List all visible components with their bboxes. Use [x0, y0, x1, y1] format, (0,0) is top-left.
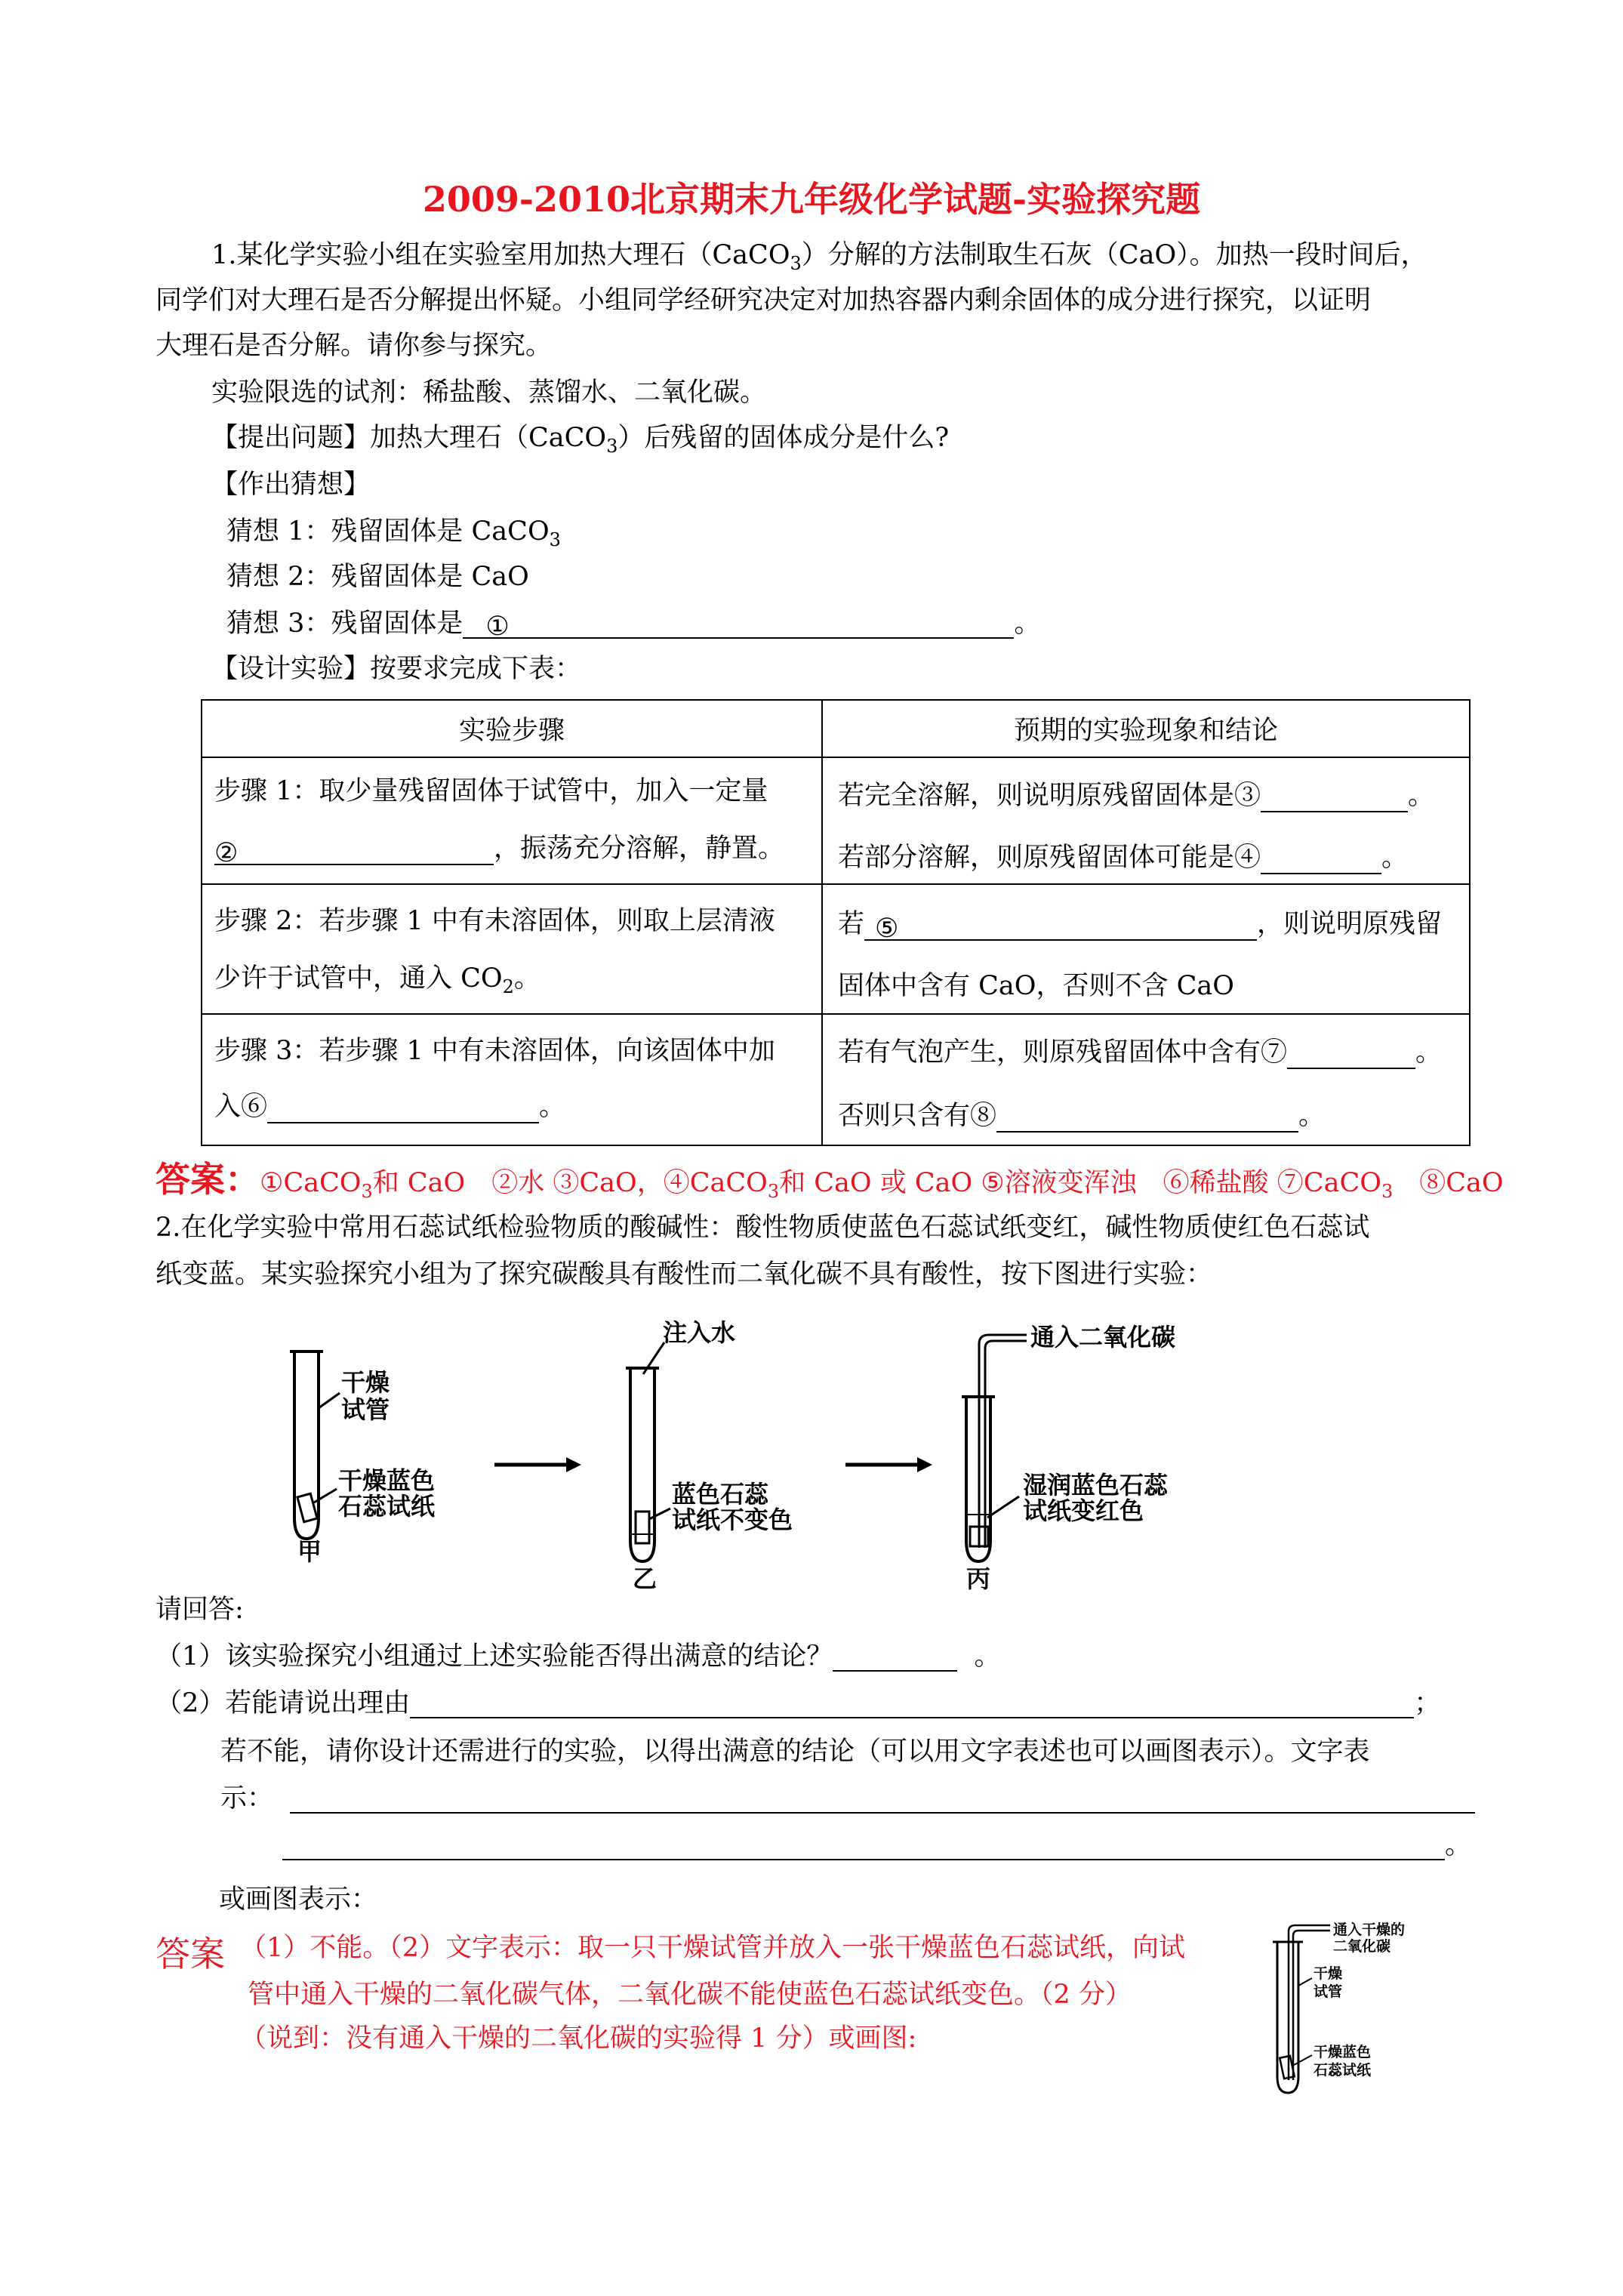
q1-answer-label: 答案：	[156, 1159, 260, 1200]
result3-line1	[838, 1031, 1442, 1069]
fig-c-label-3: 试纸变红色	[1023, 1496, 1144, 1525]
q1-guess3-end: 。	[1014, 609, 1041, 639]
q1-guess1-text: 猜想 1：残留固体是 CaCO	[226, 516, 550, 547]
blank-3[interactable]	[1261, 785, 1408, 812]
fig-b-label-2: 蓝色石蕊	[672, 1480, 769, 1509]
q2-answer-line2: 管中通入干燥的二氧化碳气体，二氧化碳不能使蓝色石蕊试纸变色。（2 分）	[248, 1980, 1132, 2010]
q2-sub2-line4-end: 。	[1445, 1830, 1472, 1860]
blank-q2-2[interactable]	[410, 1691, 1414, 1718]
q1-guess3	[226, 609, 1041, 642]
step3-line2	[214, 1086, 565, 1123]
litmus-paper-b	[636, 1512, 649, 1543]
blank-q2-4[interactable]	[282, 1833, 1445, 1860]
q1-intro-line2: 同学们对大理石是否分解提出怀疑。小组同学经研究决定对加热容器内剩余固体的成分进行探究，以证明	[156, 285, 1372, 316]
fig-c-label-1: 通入二氧化碳	[1030, 1323, 1176, 1351]
result3-line2	[838, 1095, 1325, 1133]
q2-sub1	[156, 1641, 1001, 1672]
step2-line1: 步骤 2：若步骤 1 中有未溶固体，则取上层清液	[214, 906, 775, 936]
blank-5-mark: ⑤	[875, 914, 899, 944]
blank-2[interactable]	[214, 838, 494, 868]
result3-line2-text: 否则只含有⑧	[838, 1101, 997, 1131]
q2-intro-line1: 2.在化学实验中常用石蕊试纸检验物质的酸碱性：酸性物质使蓝色石蕊试纸变红，碱性物质使红色石蕊试	[156, 1213, 1370, 1243]
blank-8[interactable]	[996, 1105, 1298, 1133]
page-title: 2009-2010北京期末九年级化学试题-实验探究题	[422, 179, 1201, 220]
q2-sub1-end: 。	[974, 1641, 1001, 1672]
table-cell-step2	[202, 884, 822, 1014]
table-row	[202, 757, 1470, 884]
q1-answer-d: ⑧CaO	[1393, 1168, 1504, 1198]
q1-answer-c: 和 CaO 或 CaO ⑤溶液变浑浊 ⑥稀盐酸 ⑦CaCO	[779, 1168, 1381, 1198]
step2-line2: 少许于试管中，通入 $CO_2$。	[214, 963, 540, 997]
step1-line1: 步骤 1：取少量残留固体于试管中，加入一定量	[214, 776, 768, 806]
q1-answer	[156, 1161, 1504, 1201]
table-row	[202, 1014, 1470, 1145]
result2-line2: 固体中含有 CaO，否则不含 CaO	[838, 971, 1234, 1001]
q1-question-b: ）后残留的固体成分是什么?	[617, 423, 950, 453]
blank-7[interactable]	[1287, 1042, 1415, 1069]
fig-a-label-3: 干燥蓝色	[338, 1466, 436, 1495]
step3-line2-text: 入⑥	[214, 1092, 268, 1122]
blank-6[interactable]	[267, 1096, 539, 1123]
answer-fig-label-3: 干燥	[1313, 1965, 1343, 1982]
result2-line1-end: ，则说明原残留	[1257, 909, 1443, 939]
q2-sub2-line2: 若不能，请你设计还需进行的实验，以得出满意的结论（可以用文字表述也可以画图表示）。文字表	[220, 1737, 1370, 1767]
q2-sub2-line4	[282, 1830, 1471, 1860]
fig-b-name: 乙	[633, 1564, 658, 1593]
result3-line1-end: 。	[1415, 1037, 1443, 1068]
fig-a-label-4: 石蕊试纸	[338, 1492, 436, 1521]
q1-intro-1b: ）分解的方法制取生石灰（CaO）。加热一段时间后，	[801, 240, 1427, 270]
q1-question: 【提出问题】加热大理石（CaCO$_3$）后残留的固体成分是什么?	[211, 423, 950, 457]
answer-fig-label-4: 试管	[1313, 1983, 1343, 2000]
answer-fig-label-1: 通入干燥的	[1333, 1922, 1406, 1938]
q2-sub1-text: （1）该实验探究小组通过上述实验能否得出满意的结论？	[156, 1641, 833, 1672]
q1-answer-text: ①CaCO$_3$和 CaO ②水 ③CaO，④CaCO$_3$和 CaO 或 CaO ⑤溶液变浑浊 ⑥稀盐酸 ⑦CaCO$_3$ ⑧CaO	[260, 1168, 1504, 1202]
q2-answer-label: 答案	[156, 1934, 225, 1974]
answer-figure	[1261, 1918, 1487, 2114]
step2-line2-text: 少许于试管中，通入 CO	[214, 963, 503, 994]
table-cell-result1	[822, 757, 1470, 884]
table-header-row	[202, 700, 1470, 757]
q2-sub2-end: ；	[1414, 1688, 1441, 1718]
test-tube-a	[290, 1351, 340, 1539]
q1-intro-1a: 1.某化学实验小组在实验室用加热大理石（CaCO	[211, 240, 790, 270]
table-header-steps: 实验步骤	[202, 700, 822, 757]
result1-line2-end: 。	[1381, 843, 1409, 873]
q2-please-answer: 请回答:	[156, 1595, 244, 1625]
q2-sub2-line3	[220, 1783, 1475, 1814]
q1-design-heading: 【设计实验】按要求完成下表：	[211, 654, 582, 684]
result3-line2-end: 。	[1298, 1101, 1326, 1131]
step1-line2-end: ，振荡充分溶解，静置。	[494, 834, 785, 864]
step1-line2	[214, 827, 785, 868]
q2-answer-line1: （1）不能。（2）文字表示：取一只干燥试管并放入一张干燥蓝色石蕊试纸，向试	[240, 1933, 1186, 1963]
q1-guess2: 猜想 2：残留固体是 CaO	[226, 562, 529, 592]
fig-a-name: 甲	[297, 1537, 322, 1566]
arrow-right-icon	[494, 1457, 581, 1472]
blank-1-mark: ①	[485, 612, 510, 642]
result3-line1-text: 若有气泡产生，则原残留固体中含有⑦	[838, 1037, 1288, 1068]
q1-intro-line1: 1.某化学实验小组在实验室用加热大理石（CaCO$_3$）分解的方法制取生石灰（CaO）。加热一段时间后，	[211, 240, 1427, 274]
blank-q2-1[interactable]	[833, 1644, 957, 1672]
blank-1[interactable]	[463, 612, 1014, 642]
step3-line1: 步骤 3：若步骤 1 中有未溶固体，向该固体中加	[214, 1036, 775, 1066]
q1-guess3-text: 猜想 3：残留固体是	[226, 609, 463, 639]
fig-c-label-2: 湿润蓝色石蕊	[1023, 1471, 1169, 1499]
blank-4[interactable]	[1261, 847, 1381, 874]
answer-fig-label-6: 石蕊试纸	[1313, 2062, 1372, 2079]
table-cell-step3	[202, 1014, 822, 1145]
fig-b-label-3: 试纸不变色	[672, 1505, 793, 1534]
step3-line2-end: 。	[539, 1092, 566, 1122]
result2-line1	[838, 903, 1443, 944]
step2-line2-end: 。	[513, 963, 540, 994]
result1-line1-text: 若完全溶解，则说明原残留固体是③	[838, 781, 1261, 811]
result2-line1-text: 若	[838, 909, 865, 939]
q1-answer-b: 和 CaO ②水 ③CaO，④CaCO	[372, 1168, 768, 1198]
fig-b-label-1: 注入水	[663, 1318, 736, 1347]
q1-question-a: 【提出问题】加热大理石（CaCO	[211, 423, 607, 453]
q1-reagents: 实验限选的试剂：稀盐酸、蒸馏水、二氧化碳。	[211, 378, 767, 408]
q2-sub2	[156, 1688, 1440, 1718]
fig-c-name: 丙	[966, 1564, 991, 1593]
result1-line1	[838, 775, 1434, 812]
test-tube-c	[962, 1335, 1027, 1561]
blank-5[interactable]	[864, 914, 1257, 944]
q2-draw-label: 或画图表示：	[219, 1885, 378, 1915]
result1-line2-text: 若部分溶解，则原残留固体可能是④	[838, 843, 1261, 873]
experiment-figure	[272, 1314, 1253, 1601]
litmus-paper-a	[297, 1493, 317, 1522]
table-cell-result3	[822, 1014, 1470, 1145]
answer-fig-label-2: 二氧化碳	[1333, 1938, 1391, 1955]
table-cell-result2	[822, 884, 1470, 1014]
table-row	[202, 884, 1470, 1014]
arrow-right-icon	[845, 1457, 932, 1472]
test-tube-b	[626, 1342, 670, 1561]
blank-2-mark: ②	[214, 838, 239, 868]
result1-line1-end: 。	[1408, 781, 1435, 811]
fig-a-label-1: 干燥	[341, 1368, 390, 1397]
q2-intro-line2: 纸变蓝。某实验探究小组为了探究碳酸具有酸性而二氧化碳不具有酸性，按下图进行实验：	[156, 1259, 1213, 1290]
q1-answer-a: ①CaCO	[260, 1168, 362, 1198]
blank-q2-3[interactable]	[290, 1786, 1475, 1814]
q2-answer-line3: （说到：没有通入干燥的二氧化碳的实验得 1 分）或画图:	[240, 2023, 917, 2054]
experiment-table	[201, 699, 1471, 1146]
table-cell-step1	[202, 757, 822, 884]
fig-a-label-2: 试管	[341, 1395, 390, 1424]
result1-line2	[838, 837, 1408, 874]
table-header-results: 预期的实验现象和结论	[822, 700, 1470, 757]
q2-sub2-prefix: 示：	[220, 1783, 274, 1814]
q1-guess1: 猜想 1：残留固体是 CaCO$_3$	[226, 516, 561, 550]
q2-sub2-text: （2）若能请说出理由	[156, 1688, 411, 1718]
q1-intro-line3: 大理石是否分解。请你参与探究。	[156, 331, 553, 361]
answer-fig-label-5: 干燥蓝色	[1313, 2044, 1372, 2060]
q1-hypothesis-heading: 【作出猜想】	[211, 470, 371, 500]
